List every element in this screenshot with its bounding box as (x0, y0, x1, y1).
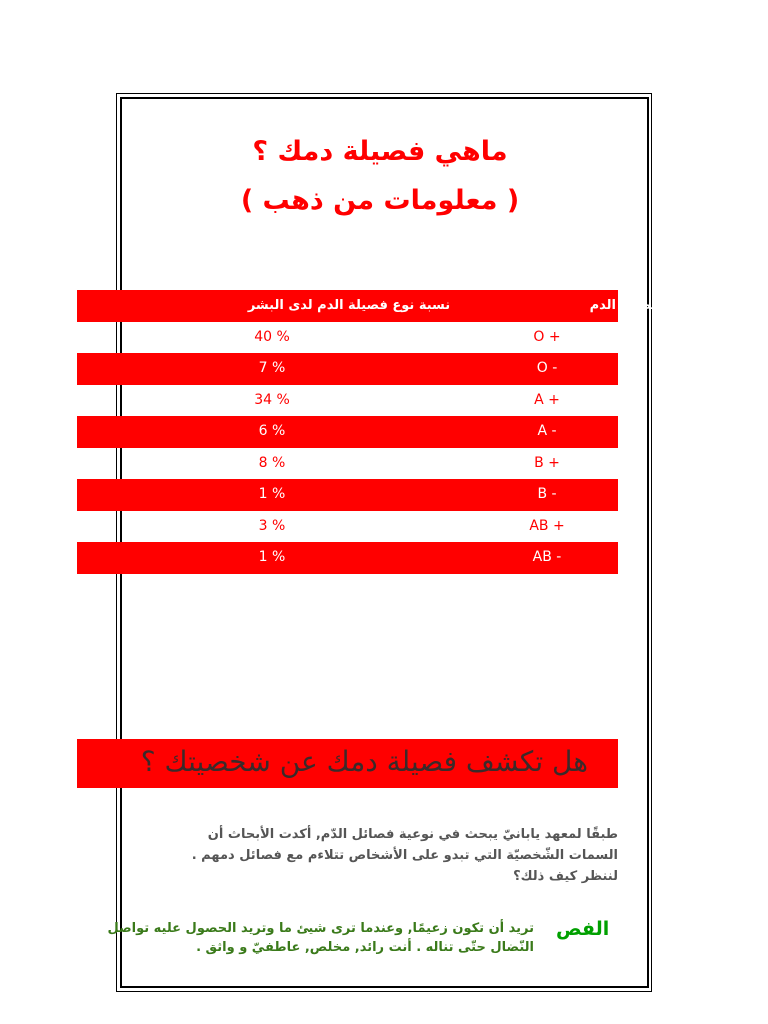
percentage-cell: 7 % (258, 360, 286, 376)
percentage-cell: 3 % (258, 517, 286, 534)
blood-type-cell: A + (534, 391, 560, 408)
blood-type-cell: AB - (532, 549, 562, 565)
section-paragraph: تريد أن تكون زعيمًا, وعندما ترى شيئ ما وتريد الحصول عليه تواصل النّضال حتّى تناله . أنت رائد, مخلص, عاطفيّ و واثق . (107, 921, 534, 955)
table-row (77, 542, 618, 574)
table-row (77, 416, 618, 448)
table-row (77, 353, 618, 385)
table-row (77, 479, 618, 511)
blood-type-cell: AB + (529, 517, 565, 534)
percentage-cell: 1 % (258, 549, 286, 565)
table-row (77, 385, 618, 417)
table-row (77, 511, 618, 543)
blood-type-cell: O - (536, 360, 558, 376)
section-banner (77, 739, 618, 788)
blood-type-cell: B - (537, 486, 557, 502)
table-row (77, 322, 618, 354)
table-row (77, 448, 618, 480)
blood-type-table (77, 290, 661, 574)
table-header-row (77, 290, 661, 322)
percentage-cell: 40 % (254, 328, 290, 345)
blood-type-cell: O + (533, 328, 561, 345)
banner-heading: هل تكشف فصيلة دمك عن شخصيتك ؟ (140, 745, 588, 778)
blood-type-cell: A - (537, 423, 557, 439)
page-title: ماهي فصيلة دمك ؟ (252, 136, 508, 167)
percentage-cell: 8 % (258, 454, 286, 471)
percentage-cell: 34 % (254, 391, 290, 408)
page-subtitle: ( معلومات من ذهب ) (240, 185, 520, 216)
header-percentage: نسبة نوع فصيلة الدم لدى البشر (247, 298, 451, 313)
intro-paragraph: طبقًا لمعهد يابانيّ يبحث في نوعية فصائل الدّم, أكدت الأبحاث أن السمات الشّخصيّة التي تبدو على الأشخاص تتلاءم مع فصائل دمهم . لننظر كيف ذلك؟ (191, 827, 618, 884)
percentage-cell: 1 % (258, 486, 286, 502)
percentage-cell: 6 % (258, 423, 286, 439)
header-blood-type: فصيلة الدم (589, 298, 661, 313)
blood-type-cell: B + (534, 454, 560, 471)
section-label: الفص (556, 918, 610, 940)
